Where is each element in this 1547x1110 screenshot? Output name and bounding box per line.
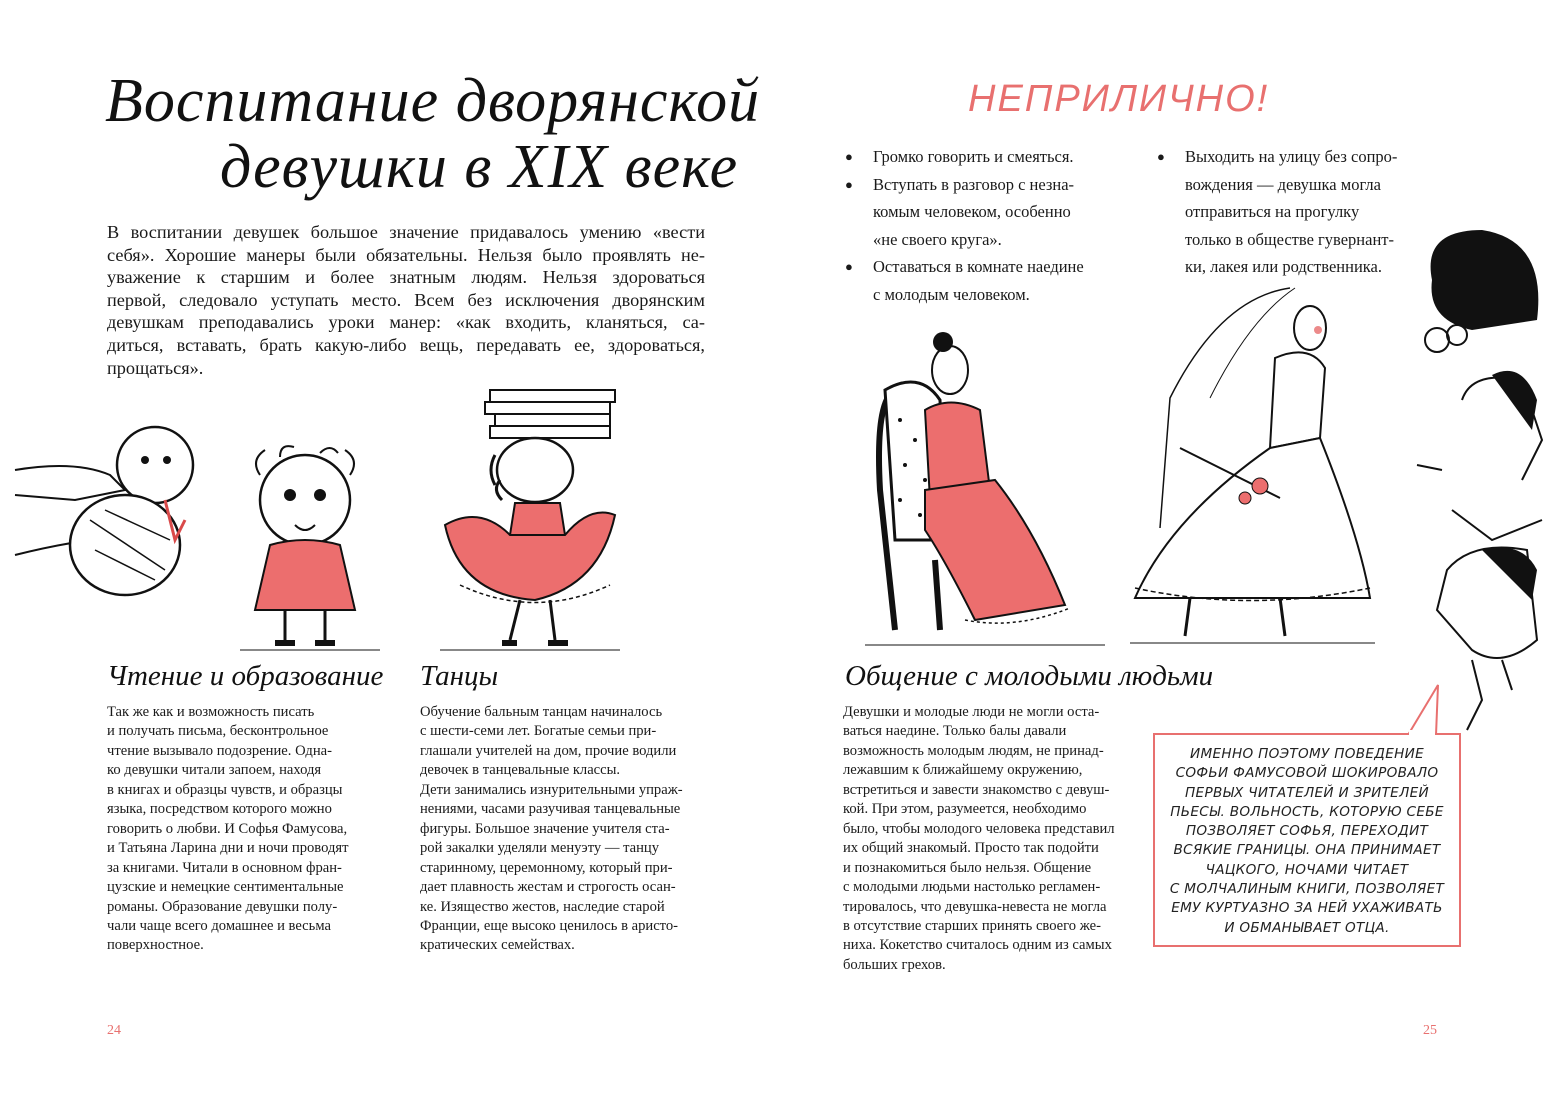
text-line: в отсутствие старших принять своего же-	[843, 917, 1101, 934]
text-line: Франции, еще высоко ценилось в аристо-	[420, 917, 679, 934]
text-line: тировалось, что девушка-невеста не могла	[843, 898, 1107, 915]
bullet-line: с молодым человеком.	[873, 284, 1030, 304]
bullet-list-right	[1157, 143, 1437, 281]
text-line: говорить о любви. И Софья Фамусова,	[107, 820, 348, 837]
text-line: ПЬЕСЫ. ВОЛЬНОСТЬ, КОТОРУЮ СЕБЕ	[1170, 803, 1444, 820]
text-line: себя». Хорошие манеры были обязательны. Нельзя было проявлять не-	[107, 244, 705, 265]
text-line: чтение вызывало подозрение. Одна-	[107, 742, 332, 759]
bullet-line: ● Громко говорить и смеяться.	[873, 147, 1074, 166]
speech-bubble	[1153, 733, 1461, 947]
text-line: ПЕРВЫХ ЧИТАТЕЛЕЙ И ЗРИТЕЛЕЙ	[1185, 784, 1429, 801]
text-line: И ОБМАНЫВАЕТ ОТЦА.	[1224, 919, 1390, 936]
text-line: старинному, церемонному, который при-	[420, 859, 673, 876]
illustration-swaddled-baby	[15, 420, 205, 595]
text-line: уважение к старшим и более знатным людям. Нельзя здороваться	[107, 267, 705, 288]
bullet-line: вождения — девушка могла	[1185, 174, 1381, 194]
text-line: рой закалки уделяли менуэту — танцу	[420, 840, 660, 857]
text-line: чали чаще всего домашнее и весьма	[107, 917, 331, 934]
text-line: Девушки и молодые люди не могли оста-	[843, 704, 1100, 720]
speech-bubble-tail	[1400, 683, 1445, 735]
text-line: глашали учителей на дом, прочие водили	[420, 742, 677, 759]
bullet-item	[845, 143, 1125, 171]
text-line: прощаться».	[107, 357, 204, 378]
text-line: ИМЕННО ПОЭТОМУ ПОВЕДЕНИЕ	[1190, 746, 1424, 762]
text-line: фигуры. Большое значение учителя ста-	[420, 820, 670, 837]
bullet-line: ки, лакея или родственника.	[1185, 257, 1382, 277]
text-line: Так же как и возможность писать	[107, 704, 315, 720]
bullet-list-left	[845, 143, 1125, 309]
text-line: Обучение бальным танцам начиналось	[420, 704, 663, 720]
speech-bubble-tail-cover	[1409, 730, 1435, 736]
text-line: Воспитание дворянской	[105, 67, 761, 135]
heading-reading-education: Чтение и образование	[107, 660, 384, 692]
text-line: ЕМУ КУРТУАЗНО ЗА НЕЙ УХАЖИВАТЬ	[1171, 900, 1443, 917]
text-line: ко девушки читали запоем, находя	[107, 762, 322, 779]
text-line: романы. Образование девушки полу-	[107, 898, 338, 915]
text-line: с молодыми людьми настолько регламен-	[843, 879, 1101, 896]
bullet-line: отправиться на прогулку	[1185, 202, 1360, 222]
text-line: было, чтобы молодого человека представил	[843, 820, 1115, 837]
heading-communication: Общение с молодыми людьми	[845, 660, 1214, 692]
text-line: девушкам преподавались уроки манер: «как входить, кланяться, са-	[107, 312, 705, 333]
illustration-girl-with-books	[440, 385, 620, 655]
text-line: в книгах и образцы чувств, и образцы	[107, 781, 343, 798]
text-line: кой. При этом, разумеется, необходимо	[843, 801, 1087, 818]
bullet-item	[1157, 143, 1437, 281]
text-line: кратических семействах.	[420, 937, 575, 954]
text-line: языка, посредством которого можно	[107, 801, 332, 818]
text-line: ваться наедине. Только балы давали	[843, 723, 1067, 740]
text-communication	[843, 703, 1136, 975]
text-line: диться, вставать, брать какую-либо вещь, передавать ее, здороваться,	[107, 334, 705, 355]
text-line: поверхностное.	[107, 937, 204, 954]
bullet-line: только в обществе гувернант-	[1185, 229, 1394, 249]
text-line: нениями, часами разучивая танцевальные	[420, 801, 681, 818]
bullet-item	[845, 253, 1125, 308]
text-line: встретиться и завести знакомство с девуш-	[843, 781, 1110, 798]
text-line: с шести-семи лет. Богатые семьи при-	[420, 723, 657, 740]
page-title	[105, 67, 761, 201]
bullet-item	[845, 171, 1125, 254]
text-line: ке. Изящество жестов, наследие старой	[420, 898, 665, 915]
bullet-line: ● Вступать в разговор с незна-	[873, 174, 1075, 194]
text-line: ЧАЦКОГО, НОЧАМИ ЧИТАЕТ	[1205, 861, 1409, 878]
text-line: Дети занимались изнурительными упраж-	[420, 781, 683, 798]
warning-title: НЕПРИЛИЧНО!	[968, 78, 1270, 120]
text-line: ПОЗВОЛЯЕТ СОФЬЯ, ПЕРЕХОДИТ	[1185, 823, 1429, 840]
speech-bubble-text	[1155, 745, 1459, 938]
text-line: за книгами. Читали в основном фран-	[107, 859, 342, 876]
text-line: девочек в танцевальные классы.	[420, 762, 621, 779]
text-reading-education	[107, 703, 397, 956]
text-line: девушки в XIX веке	[220, 133, 739, 201]
illustration-seated-lady	[865, 330, 1105, 650]
text-line: ниха. Кокетство считалось одним из самых	[843, 937, 1112, 954]
bullet-line: «не своего круга».	[873, 229, 1002, 249]
page-number-right: 25	[1423, 1023, 1437, 1038]
illustration-little-girl	[240, 445, 380, 655]
text-line: и Татьяна Ларина дни и ночи проводят	[107, 840, 349, 857]
text-line: больших грехов.	[843, 956, 946, 973]
text-line: СОФЬИ ФАМУСОВОЙ ШОКИРОВАЛО	[1175, 765, 1439, 782]
text-line: С МОЛЧАЛИНЫМ КНИГИ, ПОЗВОЛЯЕТ	[1169, 881, 1445, 898]
page-number-left: 24	[107, 1023, 121, 1038]
text-line: первой, следовало уступать место. Всем без исключения дворянским	[107, 289, 705, 310]
text-line: лежавшим к ближайшему окружению,	[843, 762, 1083, 779]
intro-paragraph	[107, 221, 705, 379]
text-line: В воспитании девушек большое значение придавалось умению «вести	[107, 222, 705, 242]
text-line: и познакомиться было нельзя. Общение	[843, 859, 1092, 876]
illustration-bride	[1130, 258, 1375, 648]
text-dances	[420, 703, 707, 956]
bullet-line: комым человеком, особенно	[873, 202, 1071, 222]
bullet-line: ● Оставаться в комнате наедине	[873, 257, 1084, 277]
text-line: цузские и немецкие сентиментальные	[107, 879, 344, 896]
text-line: ВСЯКИЕ ГРАНИЦЫ. ОНА ПРИНИМАЕТ	[1173, 842, 1441, 859]
text-line: дает плавность жестам и строгость осан-	[420, 879, 676, 896]
text-line: возможность молодым людям, не принад-	[843, 742, 1104, 759]
text-line: их общий знакомый. Просто так подойти	[843, 840, 1099, 857]
heading-dances: Танцы	[420, 660, 499, 692]
bullet-line: ● Выходить на улицу без сопро-	[1185, 147, 1398, 166]
text-line: и получать письма, бесконтрольное	[107, 723, 329, 740]
